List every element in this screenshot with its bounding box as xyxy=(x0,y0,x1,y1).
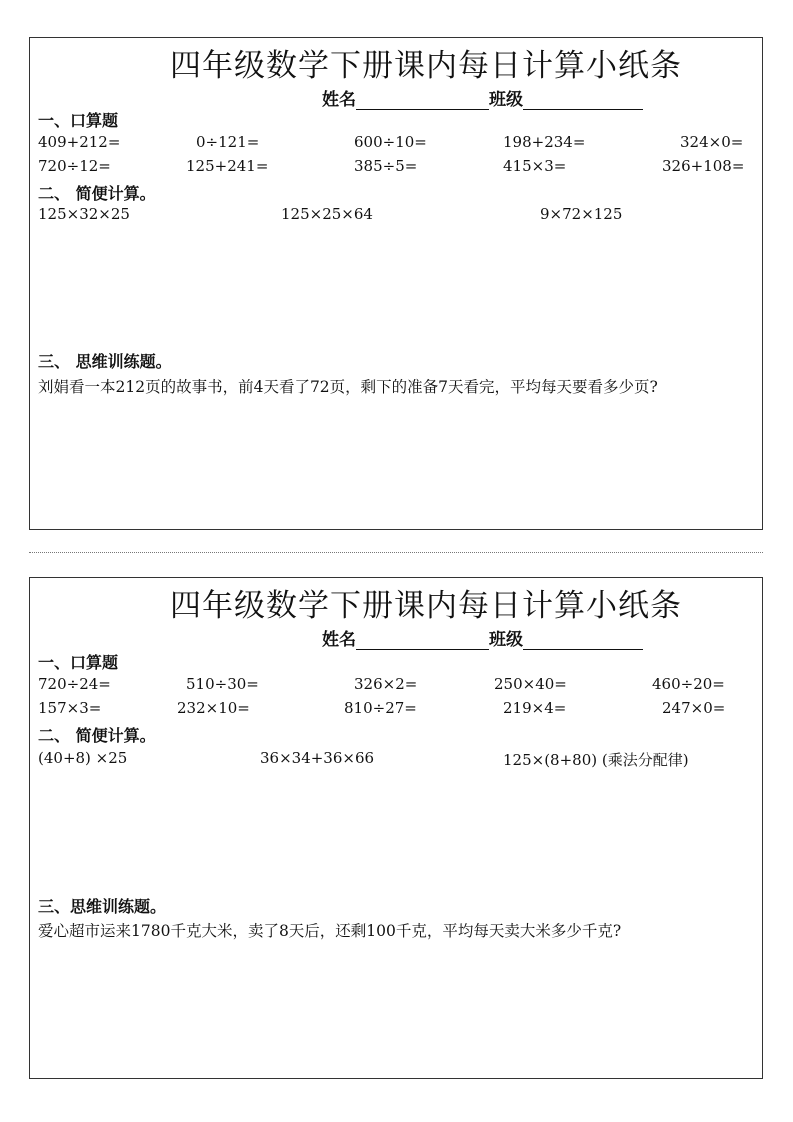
oral-item: 720÷12= xyxy=(38,157,111,175)
class-blank[interactable] xyxy=(523,633,643,650)
oral-item: 219×4= xyxy=(503,699,567,717)
oral-item: 125+241= xyxy=(186,157,269,175)
oral-item: 409+212= xyxy=(38,133,121,151)
name-class-row xyxy=(322,625,643,650)
calc-slip-2 xyxy=(29,577,763,1079)
simple-item: 125×32×25 xyxy=(38,205,130,223)
section-simple-heading: 二、 简便计算。 xyxy=(38,184,156,203)
section-oral-heading: 一、口算题 xyxy=(38,111,119,130)
oral-item: 810÷27= xyxy=(344,699,417,717)
class-label: 班级 xyxy=(489,90,523,110)
oral-item: 326+108= xyxy=(662,157,745,175)
name-label: 姓名 xyxy=(322,90,356,110)
oral-item: 0÷121= xyxy=(196,133,260,151)
oral-item: 157×3= xyxy=(38,699,102,717)
oral-item: 510÷30= xyxy=(186,675,259,693)
oral-item: 460÷20= xyxy=(652,675,725,693)
section-thinking-heading: 三、 思维训练题。 xyxy=(38,352,172,371)
simple-calc-row xyxy=(38,205,758,227)
oral-item: 247×0= xyxy=(662,699,726,717)
class-blank[interactable] xyxy=(523,93,643,110)
oral-row-1 xyxy=(38,133,758,155)
oral-item: 720÷24= xyxy=(38,675,111,693)
oral-row-2 xyxy=(38,157,758,179)
slip-title: 四年级数学下册课内每日计算小纸条 xyxy=(170,48,682,84)
simple-item: 125×(8+80) (乘法分配律) xyxy=(503,751,689,769)
oral-item: 326×2= xyxy=(354,675,418,693)
section-thinking-heading: 三、思维训练题。 xyxy=(38,897,167,916)
word-problem: 刘娟看一本212页的故事书，前4天看了72页，剩下的准备7天看完，平均每天要看多少页? xyxy=(38,378,658,396)
oral-item: 324×0= xyxy=(680,133,744,151)
class-label: 班级 xyxy=(489,630,523,650)
simple-calc-row xyxy=(38,749,758,771)
section-simple-heading: 二、 简便计算。 xyxy=(38,726,156,745)
cut-line xyxy=(29,552,763,553)
name-class-row xyxy=(322,85,643,110)
calc-slip-1 xyxy=(29,37,763,530)
oral-row-2 xyxy=(38,699,758,721)
oral-item: 600÷10= xyxy=(354,133,427,151)
section-oral-heading: 一、口算题 xyxy=(38,653,119,672)
oral-row-1 xyxy=(38,675,758,697)
word-problem: 爱心超市运来1780千克大米，卖了8天后，还剩100千克，平均每天卖大米多少千克? xyxy=(38,922,622,940)
simple-item: 125×25×64 xyxy=(281,205,373,223)
oral-item: 232×10= xyxy=(177,699,250,717)
simple-item: 9×72×125 xyxy=(540,205,623,223)
name-blank[interactable] xyxy=(356,633,489,650)
oral-item: 385÷5= xyxy=(354,157,418,175)
simple-item: (40+8) ×25 xyxy=(38,749,128,767)
oral-item: 198+234= xyxy=(503,133,586,151)
slip-title: 四年级数学下册课内每日计算小纸条 xyxy=(170,588,682,624)
oral-item: 415×3= xyxy=(503,157,567,175)
oral-item: 250×40= xyxy=(494,675,567,693)
name-blank[interactable] xyxy=(356,93,489,110)
simple-item: 36×34+36×66 xyxy=(260,749,375,767)
name-label: 姓名 xyxy=(322,630,356,650)
